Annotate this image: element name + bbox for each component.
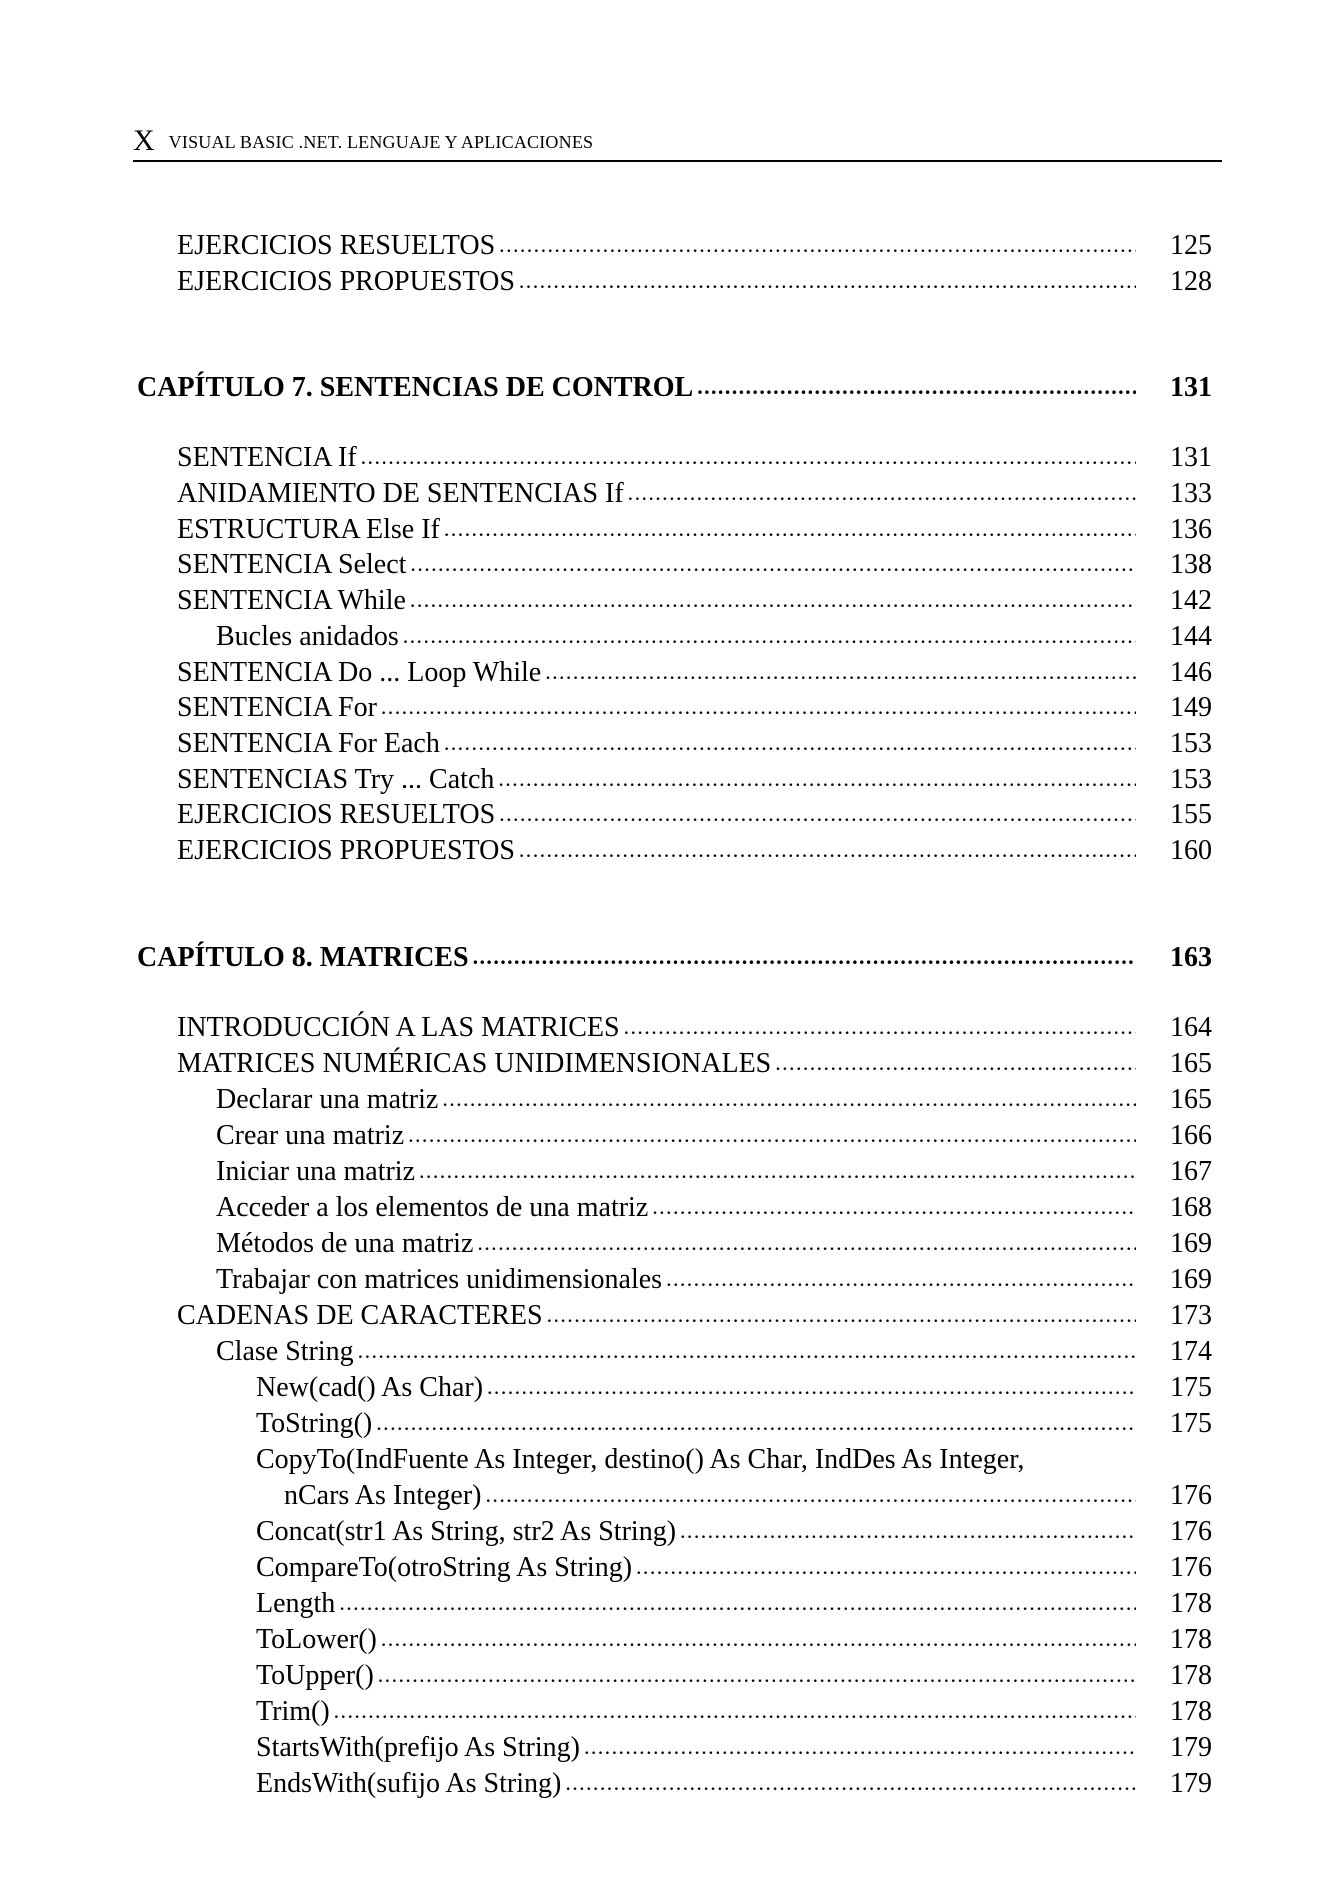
toc-entry-page-number: 168 bbox=[1170, 1192, 1212, 1223]
toc-entry-content bbox=[256, 1622, 1212, 1658]
dot-leader bbox=[487, 1370, 1136, 1406]
toc-entry-page-number: 166 bbox=[1170, 1120, 1212, 1151]
toc-chapter-entry[interactable] bbox=[137, 370, 1212, 406]
toc-entry-label: SENTENCIA If bbox=[177, 442, 357, 473]
toc-entry[interactable] bbox=[177, 1046, 1212, 1082]
toc-entry-page-number: 173 bbox=[1170, 1300, 1212, 1331]
toc-entry-page-number: 174 bbox=[1170, 1336, 1212, 1367]
toc-entry-label: CopyTo(IndFuente As Integer, destino() As Char, IndDes As Integer, bbox=[256, 1444, 1025, 1475]
toc-entry-page-number: 131 bbox=[1170, 372, 1212, 403]
toc-entry-label: EJERCICIOS RESUELTOS bbox=[177, 230, 496, 261]
toc-entry-label: EJERCICIOS RESUELTOS bbox=[177, 799, 496, 830]
toc-entry-content bbox=[256, 1766, 1212, 1802]
toc-entry-page-number: 176 bbox=[1170, 1552, 1212, 1583]
toc-entry[interactable] bbox=[177, 762, 1212, 798]
toc-entry-content bbox=[284, 1478, 1212, 1514]
toc-entry[interactable] bbox=[256, 1766, 1212, 1802]
toc-entry-label: ToLower() bbox=[256, 1624, 377, 1655]
toc-entry-content bbox=[216, 1082, 1212, 1118]
toc-entry-content bbox=[177, 583, 1212, 619]
toc-entry-content bbox=[177, 440, 1212, 476]
toc-entry[interactable] bbox=[177, 264, 1212, 300]
toc-entry-content bbox=[177, 547, 1212, 583]
dot-leader bbox=[499, 228, 1136, 264]
toc-entry-content bbox=[177, 690, 1212, 726]
toc-entry-label: SENTENCIA Do ... Loop While bbox=[177, 657, 542, 688]
toc-entry-label: CAPÍTULO 7. SENTENCIAS DE CONTROL bbox=[137, 372, 694, 403]
book-title: VISUAL BASIC .NET. LENGUAJE Y APLICACIONES bbox=[168, 132, 594, 152]
dot-leader bbox=[403, 619, 1136, 655]
toc-entry-page-number: 178 bbox=[1170, 1588, 1212, 1619]
dot-leader bbox=[624, 1010, 1136, 1046]
toc-entry-page-number: 153 bbox=[1170, 728, 1212, 759]
toc-entry-label: ToString() bbox=[256, 1408, 373, 1439]
dot-leader bbox=[519, 833, 1136, 869]
toc-entry-page-number: 169 bbox=[1170, 1264, 1212, 1295]
toc-entry[interactable] bbox=[177, 655, 1212, 691]
toc-entry[interactable] bbox=[177, 512, 1212, 548]
toc-entry-label: CAPÍTULO 8. MATRICES bbox=[137, 942, 469, 973]
dot-leader bbox=[652, 1190, 1136, 1226]
toc-entry-page-number: 165 bbox=[1170, 1048, 1212, 1079]
dot-leader bbox=[628, 476, 1136, 512]
dot-leader bbox=[408, 1118, 1136, 1154]
dot-leader bbox=[381, 1622, 1136, 1658]
dot-leader bbox=[381, 690, 1136, 726]
dot-leader bbox=[376, 1406, 1136, 1442]
dot-leader bbox=[334, 1694, 1136, 1730]
dot-leader bbox=[444, 726, 1136, 762]
dot-leader bbox=[680, 1514, 1136, 1550]
toc-entry-label: ESTRUCTURA Else If bbox=[177, 514, 440, 545]
toc-entry-page-number: 153 bbox=[1170, 764, 1212, 795]
toc-entry-label: SENTENCIAS Try ... Catch bbox=[177, 764, 495, 795]
dot-leader bbox=[339, 1586, 1136, 1622]
toc-entry[interactable] bbox=[177, 1298, 1212, 1334]
toc-entry[interactable] bbox=[177, 726, 1212, 762]
toc-entry-page-number: 176 bbox=[1170, 1480, 1212, 1511]
page-number: X bbox=[133, 124, 155, 157]
toc-entry-content bbox=[177, 476, 1212, 512]
toc-entry-content bbox=[177, 264, 1212, 300]
toc-entry[interactable] bbox=[256, 1694, 1212, 1730]
toc-entry[interactable] bbox=[256, 1406, 1212, 1442]
toc-entry-page-number: 178 bbox=[1170, 1660, 1212, 1691]
toc-entry-label: Métodos de una matriz bbox=[216, 1228, 474, 1259]
toc-entry[interactable] bbox=[216, 1334, 1212, 1370]
toc-entry-page-number: 128 bbox=[1170, 266, 1212, 297]
toc-entry-label: Acceder a los elementos de una matriz bbox=[216, 1192, 649, 1223]
toc-entry[interactable] bbox=[177, 1010, 1212, 1046]
running-head bbox=[133, 124, 1222, 162]
toc-entry-label: SENTENCIA Select bbox=[177, 549, 407, 580]
dot-leader bbox=[499, 797, 1136, 833]
toc-entry-page-number: 178 bbox=[1170, 1624, 1212, 1655]
toc-entry-content bbox=[216, 1334, 1212, 1370]
toc-entry[interactable] bbox=[216, 1190, 1212, 1226]
toc-entry[interactable] bbox=[256, 1622, 1212, 1658]
toc-entry-page-number: 167 bbox=[1170, 1156, 1212, 1187]
toc-entry-label: nCars As Integer) bbox=[284, 1480, 482, 1511]
toc-entry-page-number: 163 bbox=[1170, 942, 1212, 973]
toc-entry-label: Crear una matriz bbox=[216, 1120, 405, 1151]
toc-entry-label: Clase String bbox=[216, 1336, 354, 1367]
toc-entry-content bbox=[177, 726, 1212, 762]
toc-entry-content bbox=[216, 1190, 1212, 1226]
toc-entry-page-number: 160 bbox=[1170, 835, 1212, 866]
toc-entry-label: Trabajar con matrices unidimensionales bbox=[216, 1264, 663, 1295]
toc-entry-page-number: 149 bbox=[1170, 692, 1212, 723]
toc-entry[interactable] bbox=[177, 833, 1212, 869]
toc-entry-label: StartsWith(prefijo As String) bbox=[256, 1732, 580, 1763]
toc-entry-page-number: 176 bbox=[1170, 1516, 1212, 1547]
toc-entry[interactable] bbox=[216, 1226, 1212, 1262]
toc-entry-label: EJERCICIOS PROPUESTOS bbox=[177, 266, 515, 297]
dot-leader bbox=[410, 583, 1136, 619]
toc-entry-content bbox=[177, 655, 1212, 691]
toc-entry-label: Declarar una matriz bbox=[216, 1084, 439, 1115]
dot-leader bbox=[775, 1046, 1136, 1082]
toc-entry-label: Iniciar una matriz bbox=[216, 1156, 416, 1187]
toc-entry-label: Bucles anidados bbox=[216, 621, 399, 652]
toc-entry-page-number: 178 bbox=[1170, 1696, 1212, 1727]
toc-entry-label: CADENAS DE CARACTERES bbox=[177, 1300, 543, 1331]
toc-entry-label: MATRICES NUMÉRICAS UNIDIMENSIONALES bbox=[177, 1048, 772, 1079]
toc-entry[interactable] bbox=[216, 1262, 1212, 1298]
toc-entry-label: Length bbox=[256, 1588, 336, 1619]
toc-entry[interactable] bbox=[256, 1514, 1212, 1550]
dot-leader bbox=[584, 1730, 1136, 1766]
toc-entry-page-number: 175 bbox=[1170, 1372, 1212, 1403]
toc-entry-label: SENTENCIA For Each bbox=[177, 728, 440, 759]
toc-entry[interactable] bbox=[177, 583, 1212, 619]
toc-entry-label: CompareTo(otroString As String) bbox=[256, 1552, 633, 1583]
toc-entry-page-number: 179 bbox=[1170, 1732, 1212, 1763]
dot-leader bbox=[361, 440, 1136, 476]
dot-leader bbox=[419, 1154, 1136, 1190]
toc-entry[interactable] bbox=[177, 547, 1212, 583]
dot-leader bbox=[378, 1658, 1136, 1694]
toc-entry-content bbox=[256, 1694, 1212, 1730]
toc-entry-label: INTRODUCCIÓN A LAS MATRICES bbox=[177, 1012, 620, 1043]
toc-entry-page-number: 125 bbox=[1170, 230, 1212, 261]
dot-leader bbox=[473, 940, 1136, 976]
toc-entry-label: EndsWith(sufijo As String) bbox=[256, 1768, 562, 1799]
toc-entry-content bbox=[256, 1514, 1212, 1550]
dot-leader bbox=[444, 512, 1136, 548]
toc-entry-content bbox=[177, 762, 1212, 798]
toc-entry[interactable] bbox=[177, 690, 1212, 726]
toc-entry-page-number: 164 bbox=[1170, 1012, 1212, 1043]
toc-entry-page-number: 179 bbox=[1170, 1768, 1212, 1799]
toc-entry-page-number: 133 bbox=[1170, 478, 1212, 509]
toc-entry-content bbox=[137, 940, 1212, 976]
dot-leader bbox=[545, 655, 1136, 691]
toc-entry[interactable] bbox=[177, 476, 1212, 512]
toc-entry-content bbox=[216, 1226, 1212, 1262]
toc-entry-content bbox=[177, 1298, 1212, 1334]
toc-entry-page-number: 142 bbox=[1170, 585, 1212, 616]
dot-leader bbox=[565, 1766, 1136, 1802]
toc-entry[interactable] bbox=[256, 1730, 1212, 1766]
toc-entry[interactable] bbox=[216, 1118, 1212, 1154]
dot-leader bbox=[697, 370, 1136, 406]
toc-entry-content bbox=[137, 370, 1212, 406]
toc-entry-content bbox=[256, 1406, 1212, 1442]
toc-entry-page-number: 146 bbox=[1170, 657, 1212, 688]
toc-entry-label: Trim() bbox=[256, 1696, 330, 1727]
toc-entry-content bbox=[216, 619, 1212, 655]
toc-entry-content bbox=[256, 1550, 1212, 1586]
dot-leader bbox=[442, 1082, 1136, 1118]
toc-entry-content bbox=[256, 1586, 1212, 1622]
toc-entry-page-number: 131 bbox=[1170, 442, 1212, 473]
dot-leader bbox=[486, 1478, 1136, 1514]
toc-entry-page-number: 138 bbox=[1170, 549, 1212, 580]
toc-entry[interactable] bbox=[256, 1586, 1212, 1622]
toc-entry-content bbox=[256, 1658, 1212, 1694]
toc-entry-page-number: 136 bbox=[1170, 514, 1212, 545]
toc-entry[interactable] bbox=[256, 1370, 1212, 1406]
toc-entry-page-number: 144 bbox=[1170, 621, 1212, 652]
dot-leader bbox=[666, 1262, 1136, 1298]
toc-entry-content bbox=[216, 1118, 1212, 1154]
toc-entry[interactable] bbox=[256, 1658, 1212, 1694]
toc-entry-label: Concat(str1 As String, str2 As String) bbox=[256, 1516, 677, 1547]
toc-entry-content bbox=[256, 1730, 1212, 1766]
dot-leader bbox=[477, 1226, 1136, 1262]
toc-entry-content bbox=[216, 1154, 1212, 1190]
toc-entry-label: ToUpper() bbox=[256, 1660, 374, 1691]
toc-chapter-entry[interactable] bbox=[137, 940, 1212, 976]
toc-entry-page-number: 165 bbox=[1170, 1084, 1212, 1115]
toc-entry-content bbox=[177, 1010, 1212, 1046]
dot-leader bbox=[519, 264, 1136, 300]
toc-entry[interactable] bbox=[216, 1082, 1212, 1118]
toc-entry[interactable] bbox=[216, 1154, 1212, 1190]
toc-entry[interactable] bbox=[284, 1478, 1212, 1514]
toc-entry-content bbox=[216, 1262, 1212, 1298]
dot-leader bbox=[636, 1550, 1136, 1586]
toc-entry-label: SENTENCIA While bbox=[177, 585, 406, 616]
toc-entry-page-number: 175 bbox=[1170, 1408, 1212, 1439]
toc-entry-content bbox=[177, 512, 1212, 548]
dot-leader bbox=[498, 762, 1136, 798]
dot-leader bbox=[358, 1334, 1136, 1370]
toc-entry-content bbox=[177, 833, 1212, 869]
toc-entry[interactable] bbox=[177, 228, 1212, 264]
toc-entry-page-number: 155 bbox=[1170, 799, 1212, 830]
toc-entry-label: New(cad() As Char) bbox=[256, 1372, 484, 1403]
dot-leader bbox=[410, 547, 1136, 583]
toc-entry[interactable] bbox=[177, 440, 1212, 476]
toc-entry-content bbox=[177, 228, 1212, 264]
toc-entry-label: EJERCICIOS PROPUESTOS bbox=[177, 835, 515, 866]
toc-entry-content bbox=[256, 1370, 1212, 1406]
dot-leader bbox=[547, 1298, 1136, 1334]
toc-entry-page-number: 169 bbox=[1170, 1228, 1212, 1259]
toc-entry-content bbox=[177, 797, 1212, 833]
toc-entry[interactable] bbox=[216, 619, 1212, 655]
toc-entry[interactable] bbox=[177, 797, 1212, 833]
toc-entry-label: SENTENCIA For bbox=[177, 692, 377, 723]
toc-entry-label: ANIDAMIENTO DE SENTENCIAS If bbox=[177, 478, 624, 509]
toc-entry-content bbox=[177, 1046, 1212, 1082]
toc-entry[interactable] bbox=[256, 1550, 1212, 1586]
